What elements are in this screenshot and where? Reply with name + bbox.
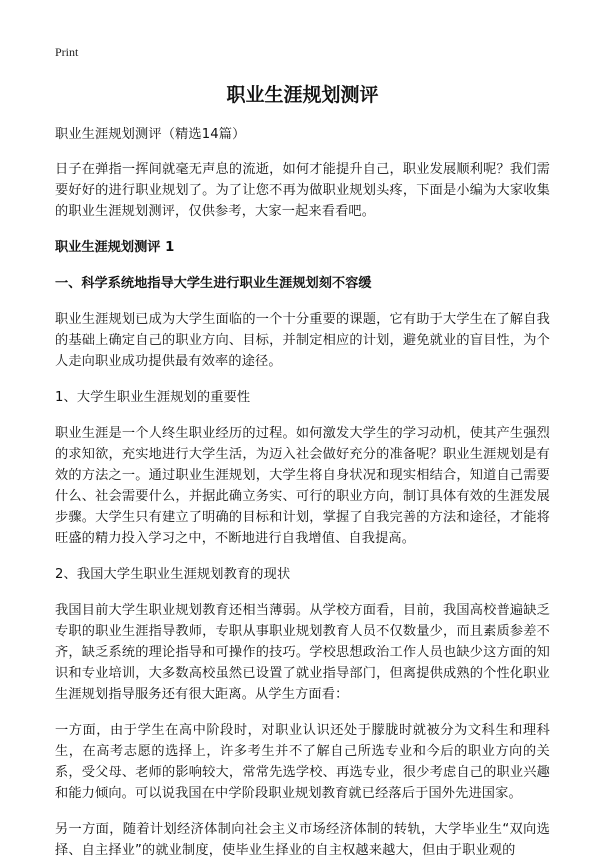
paragraph-one: 职业生涯规划已成为大学生面临的一个十分重要的课题，它有助于大学生在了解自我的基础上确定自己的职业方向、目标，并制定相应的计划，避免就业的盲目性，为个人走向职业成功提供最有效率的途径。 [55, 312, 550, 369]
section-title: 职业生涯规划测评 1 [55, 240, 175, 255]
heading-three: 2、我国大学生职业生涯规划教育的现状 [55, 567, 291, 582]
heading-two: 1、大学生职业生涯规划的重要性 [55, 390, 251, 405]
heading-one: 一、科学系统地指导大学生进行职业生涯规划刻不容缓 [55, 276, 372, 291]
paragraph-two: 职业生涯是一个人终生职业经历的过程。如何激发大学生的学习动机，使其产生强烈的求知欲，充实地进行大学生活，为迈入社会做好充分的准备呢？职业生涯规划是有效的方法之一。通过职业生涯规划，大学生将自身状况和现实相结合，知道自己需要什么、社会需要什么，并据此确立务实、可行的职业方向，制订具体有效的生涯发展步骤。大学生只有建立了明确的目标和计划，掌握了自我完善的方法和途径，才能将旺盛的精力投入学习之中，不断地进行自我增值、自我提高。 [55, 426, 550, 546]
page-title: 职业生涯规划测评 [226, 84, 379, 106]
paragraph-five: 另一方面，随着计划经济体制向社会主义市场经济体制的转轨，大学毕业生“双向选择、自主择业”的就业制度，使毕业生择业的自主权越来越大，但由于职业观的 [55, 822, 550, 858]
print-label: Print [55, 45, 79, 59]
paragraph-four: 一方面，由于学生在高中阶段时，对职业认识还处于朦胧时就被分为文科生和理科生，在高考志愿的选择上，许多考生并不了解自己所选专业和今后的职业方向的关系，受父母、老师的影响较大，常常先选学校、再选专业，很少考虑自己的职业兴趣和能力倾向。可以说我国在中学阶段职业规划教育就已经落后于国外先进国家。 [55, 723, 550, 801]
document-subtitle: 职业生涯规划测评（精选14篇） [55, 127, 246, 142]
intro-paragraph: 日子在弹指一挥间就毫无声息的流逝，如何才能提升自己，职业发展顺利呢？我们需要好好的进行职业规划了。为了让您不再为做职业规划头疼，下面是小编为大家收集的职业生涯规划测评，仅供参考，大家一起来看看吧。 [55, 162, 550, 219]
paragraph-three: 我国目前大学生职业规划教育还相当薄弱。从学校方面看，目前，我国高校普遍缺乏专职的职业生涯指导教师，专职从事职业规划教育人员不仅数量少，而且素质参差不齐，缺乏系统的理论指导和可操作的技巧。学校思想政治工作人员也缺少这方面的知识和专业培训，大多数高校虽然已设置了就业指导部门，但离提供成熟的个性化职业生涯规划指导服务还有很大距离。从学生方面看： [55, 603, 550, 702]
